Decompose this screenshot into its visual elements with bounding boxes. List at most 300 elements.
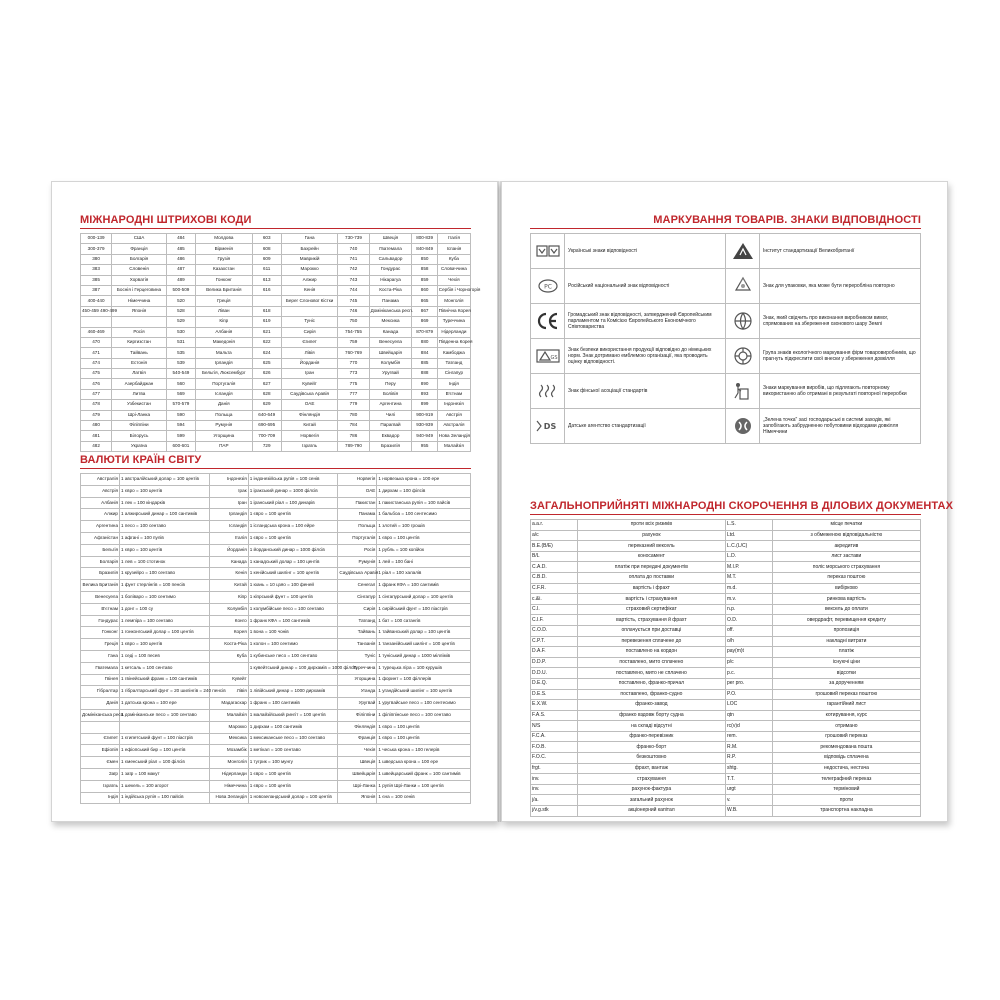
table-cell: Росія: [338, 544, 377, 556]
table-cell: 750: [338, 317, 369, 327]
table-cell: Швейцарія: [338, 768, 377, 780]
table-cell: 1 кенійський шилінг = 100 центів: [248, 568, 338, 580]
table-row: [81, 639, 471, 651]
table-row: [81, 400, 471, 410]
table-cell: 1 євро = 100 центів: [377, 733, 471, 745]
table-cell: 1 заїр = 100 макут: [120, 768, 210, 780]
table-row: [81, 544, 471, 556]
table-cell: платіж при передачі документів: [577, 562, 725, 573]
table-cell: 729: [252, 441, 281, 451]
table-cell: 1 лек = 100 кіндарків: [120, 497, 210, 509]
table-cell: [209, 662, 248, 674]
table-cell: F.C.A.: [531, 731, 578, 742]
table-cell: LOC: [725, 700, 772, 711]
table-cell: Польща: [196, 410, 253, 420]
left-page: [51, 181, 498, 822]
table-cell: 627: [252, 379, 281, 389]
table-cell: Маврикій: [281, 254, 338, 264]
table-cell: 625: [252, 358, 281, 368]
mark-description: Знак, який свідчить про виконання виробником вимог, спрямованих на збереження озонового шару Землі: [760, 304, 921, 339]
table-cell: Іран: [209, 497, 248, 509]
table-cell: Індія: [81, 792, 120, 804]
table-cell: Греція: [196, 296, 253, 306]
table-cell: 1 угандійський шилінг = 100 центів: [377, 686, 471, 698]
ce-mark-icon: [531, 304, 565, 339]
mark-description: Громадський знак відповідності, затверджений Європейським парламентом та Комісією Європейського Економічного Співтовариства: [565, 304, 726, 339]
table-cell: M.T.: [725, 572, 772, 583]
table-cell: Домініканська респ.: [369, 306, 412, 316]
table-cell: перевезення сплачене до: [577, 636, 725, 647]
table-cell: Гондурас: [369, 265, 412, 275]
table-cell: Ірак: [209, 485, 248, 497]
table-cell: транспортна накладна: [772, 806, 920, 817]
gs-safety-icon: [531, 339, 565, 374]
table-cell: 1 єгипетський фунт = 100 піастрів: [120, 733, 210, 745]
table-cell: urgt: [725, 784, 772, 795]
table-cell: Ліван: [196, 306, 253, 316]
table-row: [531, 562, 921, 573]
table-cell: 603: [252, 234, 281, 244]
table-cell: Казахстан: [196, 265, 253, 275]
table-cell: Пакистан: [338, 497, 377, 509]
table-cell: per pro.: [725, 678, 772, 689]
table-cell: 613: [252, 275, 281, 285]
mark-description: Знак фінської асоціації стандартів: [565, 374, 726, 409]
table-cell: Японія: [112, 306, 167, 316]
mark-row: [531, 234, 921, 269]
table-cell: 1 норвезька крона = 100 ере: [377, 474, 471, 486]
table-cell: Іспанія: [437, 244, 470, 254]
table-cell: [281, 306, 338, 316]
abbr-title: ЗАГАЛЬНОПРИЙНЯТІ МІЖНАРОДНІ СКОРОЧЕННЯ В ДІЛОВИХ ДОКУМЕНТАХ: [530, 500, 921, 515]
table-cell: Німеччина: [209, 780, 248, 792]
table-cell: Кіпр: [209, 591, 248, 603]
table-cell: пропозиція: [772, 625, 920, 636]
table-cell: 1 турецька ліра = 100 курушів: [377, 662, 471, 674]
table-cell: Шрі-Ланка: [112, 410, 167, 420]
table-cell: 629: [252, 400, 281, 410]
table-cell: 742: [338, 265, 369, 275]
table-cell: Алжир: [81, 509, 120, 521]
table-cell: Ірландія: [196, 358, 253, 368]
table-cell: 1 уругвайське песо = 100 сентесимо: [377, 698, 471, 710]
table-cell: Бельгія: [81, 544, 120, 556]
table-cell: оплачується при доставці: [577, 625, 725, 636]
table-row: [531, 604, 921, 615]
table-cell: 608: [252, 244, 281, 254]
table-cell: Бельгія, Люксембург: [196, 369, 253, 379]
table-cell: 640-649: [252, 410, 281, 420]
table-cell: Швейцарія: [369, 348, 412, 358]
table-cell: овердрафт, перевищення кредиту: [772, 615, 920, 626]
table-cell: 1 крузейро = 100 сентаво: [120, 568, 210, 580]
table-row: [531, 647, 921, 658]
table-cell: D.E.S.: [531, 689, 578, 700]
table-cell: Північна Корея: [437, 306, 470, 316]
table-cell: 744: [338, 285, 369, 295]
mark-description: Знак для упаковки, яка може бути переробліна повторно: [760, 269, 921, 304]
table-cell: Мозамбік: [209, 745, 248, 757]
table-cell: франко-завод: [577, 700, 725, 711]
table-cell: [81, 317, 112, 327]
table-cell: Йорданія: [281, 358, 338, 368]
table-cell: Естонія: [112, 358, 167, 368]
table-cell: 1 іранський ріал = 100 динарів: [248, 497, 338, 509]
table-cell: Чехія: [437, 275, 470, 285]
table-cell: 1 євро = 100 центів: [377, 721, 471, 733]
table-cell: грошовий переказ поштою: [772, 689, 920, 700]
table-cell: p/c: [725, 657, 772, 668]
table-cell: rc(v)d: [725, 721, 772, 732]
table-row: [81, 556, 471, 568]
table-cell: Панама: [338, 509, 377, 521]
table-cell: Словаччина: [437, 265, 470, 275]
table-cell: 626: [252, 369, 281, 379]
currencies-section: [80, 454, 471, 804]
table-row: [531, 678, 921, 689]
table-cell: C.B.D.: [531, 572, 578, 583]
table-cell: [81, 721, 120, 733]
table-cell: R.P.: [725, 753, 772, 764]
table-cell: 893: [412, 389, 437, 399]
table-row: [81, 285, 471, 295]
table-cell: Гондурас: [81, 615, 120, 627]
table-row: [81, 509, 471, 521]
table-cell: Угорщина: [196, 431, 253, 441]
table-cell: Тайвань: [112, 348, 167, 358]
table-cell: котирування, курс: [772, 710, 920, 721]
table-row: [81, 234, 471, 244]
table-cell: 1 франк КФА = 100 сантимів: [248, 615, 338, 627]
table-cell: L.S.: [725, 520, 772, 531]
table-cell: Мальта: [196, 348, 253, 358]
table-cell: Фінляндія: [338, 721, 377, 733]
table-cell: Уганда: [338, 686, 377, 698]
table-cell: a.a.r.: [531, 520, 578, 531]
table-cell: коносамент: [577, 551, 725, 562]
table-row: [81, 650, 471, 662]
table-cell: Вірменія: [196, 244, 253, 254]
table-cell: загальний рахунок: [577, 795, 725, 806]
table-cell: 560: [166, 379, 195, 389]
table-row: [81, 410, 471, 420]
table-cell: Киргизстан: [112, 337, 167, 347]
table-cell: 1 боліваро = 100 сентимо: [120, 591, 210, 603]
table-cell: 1 швейцарський франк = 100 сантимів: [377, 768, 471, 780]
table-cell: Мадагаскар: [209, 698, 248, 710]
table-row: [531, 795, 921, 806]
table-cell: 1 австралійський долар = 100 центів: [120, 474, 210, 486]
table-cell: Кіпр: [196, 317, 253, 327]
table-cell: Кувейт: [281, 379, 338, 389]
table-cell: j/v.g.stk: [531, 806, 578, 817]
table-cell: 1 пакистанська рупія = 100 пайсів: [377, 497, 471, 509]
marks-section: [530, 214, 921, 444]
table-cell: ОАЕ: [281, 400, 338, 410]
table-cell: 1 франк = 100 сантимів: [248, 698, 338, 710]
table-cell: поставлено, франко-судно: [577, 689, 725, 700]
table-cell: Парагвай: [369, 421, 412, 431]
table-cell: 594: [166, 421, 195, 431]
table-cell: 1 малайзійський рингіт = 100 центів: [248, 709, 338, 721]
table-cell: 1 донг = 100 су: [120, 603, 210, 615]
table-cell: 1 євро = 100 центів: [248, 780, 338, 792]
table-cell: 1 рупія Шрі-Ланки = 100 центів: [377, 780, 471, 792]
table-cell: В'єтнам: [81, 603, 120, 615]
table-cell: Марокко: [209, 721, 248, 733]
table-cell: 1 бальбоа = 100 сентесимо: [377, 509, 471, 521]
table-cell: Нідерланди: [209, 768, 248, 780]
table-cell: 890: [412, 379, 437, 389]
table-cell: 481: [81, 431, 112, 441]
table-cell: Камбоджа: [437, 348, 470, 358]
table-row: [81, 485, 471, 497]
table-cell: 770: [338, 358, 369, 368]
table-cell: Угорщина: [338, 674, 377, 686]
table-row: [81, 348, 471, 358]
table-cell: Велика Британія: [196, 285, 253, 295]
table-cell: 1 тугрик = 100 мунгу: [248, 757, 338, 769]
table-row: [81, 497, 471, 509]
table-cell: 858: [412, 265, 437, 275]
table-cell: 867: [412, 306, 437, 316]
table-cell: 1 седі = 100 песев: [120, 650, 210, 662]
table-cell: m.d.: [725, 583, 772, 594]
russia-conformity-icon: [531, 269, 565, 304]
table-cell: Бразилія: [81, 568, 120, 580]
table-row: [81, 733, 471, 745]
table-cell: 530: [166, 327, 195, 337]
table-cell: Латвія: [112, 369, 167, 379]
table-cell: Ефіопія: [81, 745, 120, 757]
table-cell: Еквадор: [369, 431, 412, 441]
table-cell: Заїр: [81, 768, 120, 780]
table-cell: безкоштовно: [577, 753, 725, 764]
table-cell: Грузія: [196, 254, 253, 264]
abbr-table: [530, 519, 921, 817]
table-cell: вартість, страхування й фрахт: [577, 615, 725, 626]
table-cell: 746: [338, 306, 369, 316]
table-cell: Чилі: [369, 410, 412, 420]
table-cell: 1 танзанійський шилінг = 100 центів: [377, 639, 471, 651]
table-cell: [252, 296, 281, 306]
table-cell: 1 рубль = 100 копійок: [377, 544, 471, 556]
table-cell: 759: [338, 337, 369, 347]
table-cell: гарантійний лист: [772, 700, 920, 711]
table-cell: 1 ефіопський бир = 100 центів: [120, 745, 210, 757]
table-cell: США: [112, 234, 167, 244]
table-cell: 1 ісландська крона = 100 ейре: [248, 521, 338, 533]
table-cell: Сінгапур: [338, 591, 377, 603]
mark-row: [531, 374, 921, 409]
bsi-triangle-icon: [726, 234, 760, 269]
table-cell: Гватемала: [369, 244, 412, 254]
table-cell: C.P.T.: [531, 636, 578, 647]
table-cell: 479: [81, 410, 112, 420]
table-cell: Монголія: [437, 296, 470, 306]
table-cell: Колумбія: [369, 358, 412, 368]
table-cell: Мексика: [209, 733, 248, 745]
table-cell: 528: [166, 306, 195, 316]
table-cell: Гонконг: [81, 627, 120, 639]
table-cell: 489: [166, 275, 195, 285]
table-cell: Куба: [437, 254, 470, 264]
table-cell: 474: [81, 358, 112, 368]
table-cell: 1 алжирський динар = 100 сантимів: [120, 509, 210, 521]
table-cell: існуючі ціни: [772, 657, 920, 668]
table-row: [81, 780, 471, 792]
table-cell: 1 сінгапурський долар = 100 центів: [377, 591, 471, 603]
table-row: [531, 594, 921, 605]
table-cell: Франція: [112, 244, 167, 254]
table-cell: 500-509: [166, 285, 195, 295]
table-cell: накладні витрати: [772, 636, 920, 647]
table-cell: 535: [166, 348, 195, 358]
mark-description: Знаки маркування виробів, що підлягають повторному використанню або отримані в результаті повторної переробки: [760, 374, 921, 409]
table-cell: 1 кувейтський динар = 100 дирхамів = 1000 філсів: [248, 662, 338, 674]
table-cell: 540-549: [166, 369, 195, 379]
table-cell: 1 датська крона = 100 ере: [120, 698, 210, 710]
table-cell: 478: [81, 400, 112, 410]
table-cell: 600-601: [166, 441, 195, 451]
table-cell: 1 філіппінське песо = 100 сентаво: [377, 709, 471, 721]
table-cell: C.F.R.: [531, 583, 578, 594]
table-cell: терміновий: [772, 784, 920, 795]
table-cell: Бахрейн: [281, 244, 338, 254]
table-row: [81, 615, 471, 627]
table-cell: 1 дирхам = 100 сантимів: [248, 721, 338, 733]
table-cell: Боснія і Герцеговина: [112, 285, 167, 295]
abbr-section: [530, 500, 954, 817]
table-cell: Шрі-Ланка: [338, 780, 377, 792]
table-cell: Албанія: [196, 327, 253, 337]
table-cell: E.X.W.: [531, 700, 578, 711]
table-row: [81, 662, 471, 674]
table-cell: Франція: [338, 733, 377, 745]
table-cell: 777: [338, 389, 369, 399]
barcodes-table: [80, 233, 481, 452]
table-row: [531, 784, 921, 795]
table-cell: з обмеженою відповідальністю: [772, 530, 920, 541]
table-cell: 779: [338, 400, 369, 410]
table-row: [81, 580, 471, 592]
table-cell: 930-939: [412, 421, 437, 431]
table-cell: франко-перевізник: [577, 731, 725, 742]
table-row: [81, 674, 471, 686]
table-cell: Румунія: [196, 421, 253, 431]
table-cell: Іран: [281, 369, 338, 379]
table-row: [531, 636, 921, 647]
table-cell: 1 євро = 100 центів: [120, 544, 210, 556]
table-cell: 1 тайванський долар = 100 центів: [377, 627, 471, 639]
table-cell: Китай: [209, 580, 248, 592]
table-cell: 471: [81, 348, 112, 358]
table-cell: 760-769: [338, 348, 369, 358]
table-cell: акредитив: [772, 541, 920, 552]
table-cell: T.T.: [725, 774, 772, 785]
table-cell: франко вздовж борту судна: [577, 710, 725, 721]
table-cell: Ісландія: [209, 521, 248, 533]
table-cell: Італія: [437, 234, 470, 244]
table-cell: на складі відсутні: [577, 721, 725, 732]
table-cell: Болівія: [369, 389, 412, 399]
table-cell: 1 євро = 100 центів: [248, 509, 338, 521]
table-cell: 1 песо = 100 сентаво: [120, 521, 210, 533]
table-cell: 1 лемпіра = 100 сентаво: [120, 615, 210, 627]
table-cell: off.: [725, 625, 772, 636]
table-cell: qtn: [725, 710, 772, 721]
table-cell: 1 бат = 100 сатангів: [377, 615, 471, 627]
table-cell: Німеччина: [112, 296, 167, 306]
table-cell: Болгарія: [112, 254, 167, 264]
table-row: [81, 369, 471, 379]
table-cell: F.O.C.: [531, 753, 578, 764]
table-cell: 1 йорданський динар = 1000 філсів: [248, 544, 338, 556]
table-row: [81, 254, 471, 264]
table-cell: Хорватія: [112, 275, 167, 285]
table-row: [81, 296, 471, 306]
table-cell: 1 індійська рупія = 100 пайсів: [120, 792, 210, 804]
table-cell: 400-440: [81, 296, 112, 306]
table-row: [81, 745, 471, 757]
table-cell: 870-879: [412, 327, 437, 337]
table-cell: Швеція: [338, 757, 377, 769]
table-cell: pay(m)t: [725, 647, 772, 658]
table-cell: 1 дирхам = 100 філсів: [377, 485, 471, 497]
table-cell: v.: [725, 795, 772, 806]
table-cell: Канада: [209, 556, 248, 568]
eco-label-icon: [726, 339, 760, 374]
table-cell: Єгипет: [81, 733, 120, 745]
table-cell: 1 євро = 100 центів: [377, 532, 471, 544]
table-cell: Таїланд: [338, 615, 377, 627]
table-cell: 1 євро = 100 центів: [120, 639, 210, 651]
table-cell: проти всіх ризиків: [577, 520, 725, 531]
svg-text:GS: GS: [549, 355, 558, 361]
table-cell: проти: [772, 795, 920, 806]
table-cell: Південна Корея: [437, 337, 470, 347]
table-cell: 1 шведська крона = 100 ере: [377, 757, 471, 769]
table-cell: Молдова: [196, 234, 253, 244]
table-cell: 1 ріал = 100 халалів: [377, 568, 471, 580]
table-cell: 1 євро = 100 центів: [120, 485, 210, 497]
table-cell: Туреччина: [437, 317, 470, 327]
table-cell: телеграфний переказ: [772, 774, 920, 785]
table-cell: Туреччина: [338, 662, 377, 674]
table-row: [531, 668, 921, 679]
table-cell: 628: [252, 389, 281, 399]
table-cell: 380: [81, 254, 112, 264]
table-cell: Алжир: [281, 275, 338, 285]
table-cell: Бразилія: [369, 441, 412, 451]
table-cell: Нова Зеландія: [209, 792, 248, 804]
table-cell: Сенегал: [338, 580, 377, 592]
table-cell: Нова Зеландія: [437, 431, 470, 441]
table-cell: оплата до поставки: [577, 572, 725, 583]
table-cell: 1 євро = 100 центів: [248, 768, 338, 780]
table-cell: 1 метікал = 100 сентаво: [248, 745, 338, 757]
barcodes-section: [80, 214, 481, 452]
table-cell: 624: [252, 348, 281, 358]
table-cell: Індонезія: [437, 400, 470, 410]
table-cell: N/S: [531, 721, 578, 732]
table-row: [81, 792, 471, 804]
table-cell: Гана: [81, 650, 120, 662]
table-cell: Корея: [209, 627, 248, 639]
table-cell: за дорученням: [772, 678, 920, 689]
table-cell: 482: [81, 441, 112, 451]
table-cell: 1 гвінейський франк = 100 сантимів: [120, 674, 210, 686]
